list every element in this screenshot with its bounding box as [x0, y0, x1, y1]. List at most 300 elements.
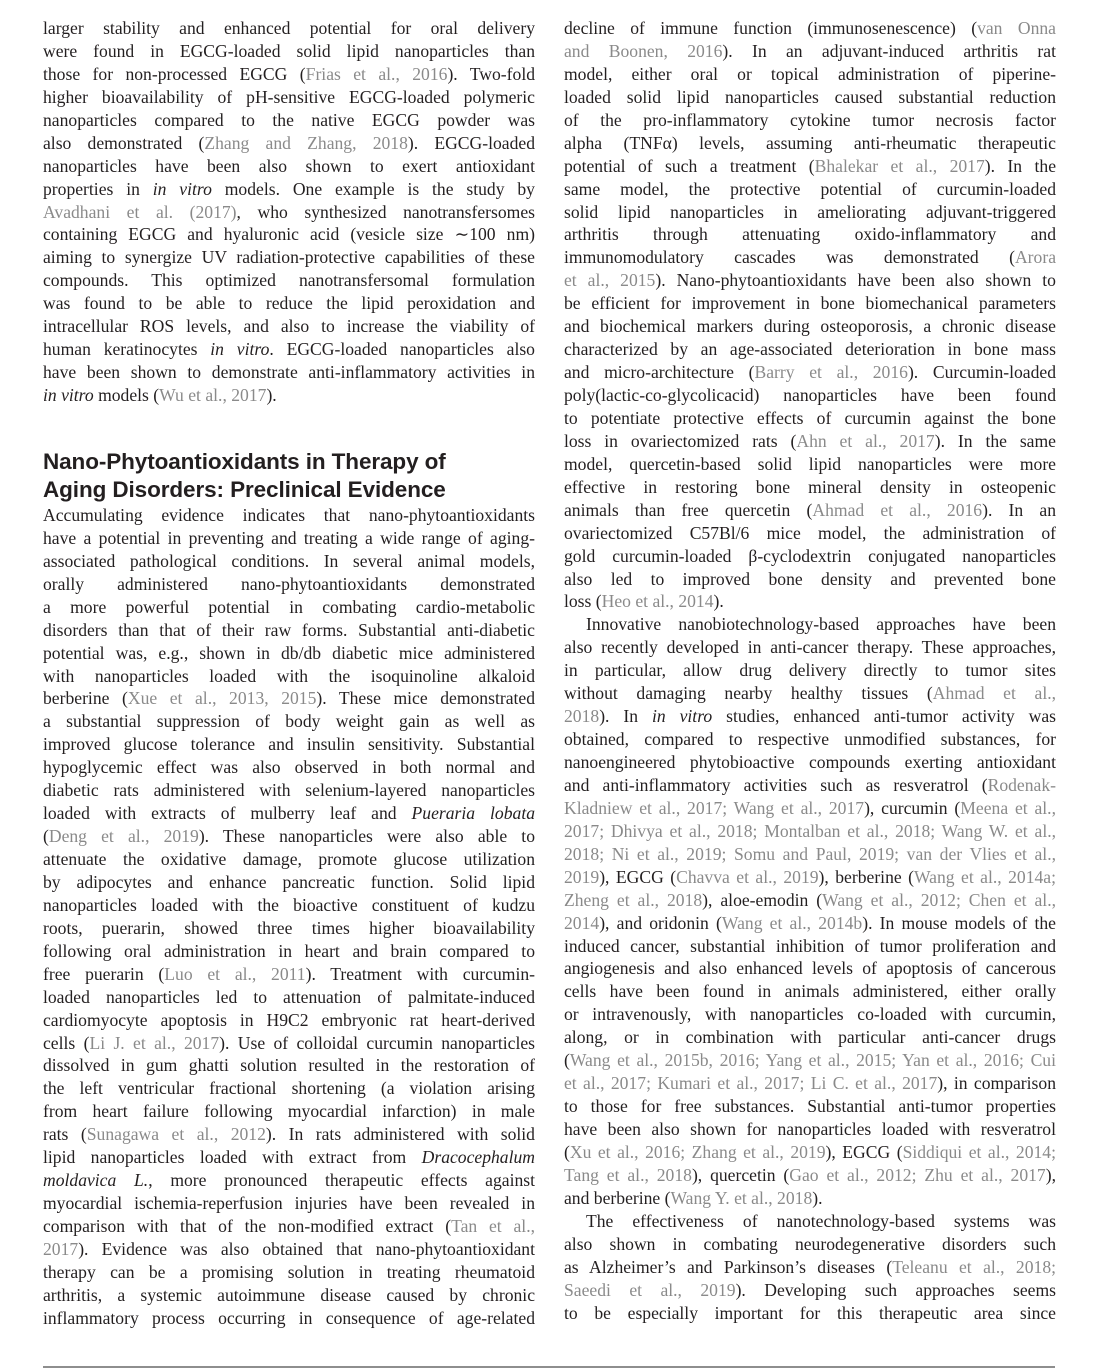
text-line [564, 1026, 1056, 1049]
italic-term: Dracocephalum [421, 1147, 535, 1168]
text-line [43, 315, 535, 338]
text-span: have a potential in preventing and treating a wide range of aging- [43, 527, 535, 548]
text-line [564, 476, 1056, 499]
text-span: have been also shown for nanoparticles loaded with resveratrol [564, 1119, 1056, 1139]
text-span: poly(lactic-co-glycolicacid) nanoparticles have been found [564, 385, 1056, 405]
text-span: Accumulating evidence indicates that nano-phytoantioxidants [43, 504, 535, 525]
text-span: and anti-inflammatory activities such as resveratrol ( [564, 774, 988, 795]
text-line [43, 504, 535, 527]
citation-link[interactable]: Tan et al., [451, 1216, 535, 1236]
citation-link[interactable]: Zheng et al., 2018 [564, 889, 703, 910]
text-span: ), EGCG ( [599, 866, 677, 887]
text-span: ). Curcumin-loaded [907, 362, 1056, 383]
section-spacer [43, 407, 535, 448]
text-line [43, 1261, 535, 1284]
text-line [564, 522, 1056, 545]
text-span: gold curcumin-loaded β-cyclodextrin conjugated nanoparticles [564, 545, 1056, 566]
text-span: larger stability and enhanced potential for oral delivery [43, 18, 535, 38]
text-line [43, 687, 535, 710]
text-line [564, 843, 1056, 866]
text-span: models. One example is the study by [211, 178, 535, 199]
citation-link[interactable]: 2018; Ni et al., 2019; Somu and Paul, 2019; van der Vlies et al., [564, 843, 1056, 864]
citation-link[interactable]: 2014 [564, 912, 600, 933]
text-span: of the pro-inflammatory cytokine tumor necrosis factor [564, 109, 1056, 130]
citation-link[interactable]: Ahmad et al., 2016 [812, 499, 983, 520]
text-span: disorders than that of their raw forms. Substantial anti-diabetic [43, 619, 535, 640]
citation-link[interactable]: 2018 [564, 706, 600, 727]
text-span: loaded solid lipid nanoparticles caused substantial reduction [564, 86, 1056, 107]
text-line [564, 636, 1056, 659]
text-span: , more pronounced therapeutic effects against [148, 1170, 535, 1191]
text-span: potential was, e.g., shown in db/db diabetic mice administered [43, 642, 535, 663]
text-span: induced cancer, substantial inhibition of tumor proliferation and [564, 935, 1056, 956]
text-span: was found to be able to reduce the lipid peroxidation and [43, 293, 535, 314]
text-span: loaded with extracts of mulberry leaf and [43, 803, 412, 824]
text-line [564, 223, 1056, 246]
text-span: obtained, compared to respective unmodified substances, for [564, 729, 1056, 750]
section-heading-line-2: Aging Disorders: Preclinical Evidence [43, 476, 446, 502]
citation-link[interactable]: Wang Y. et al., 2018 [670, 1187, 813, 1208]
text-span: human keratinocytes [43, 339, 211, 360]
text-span: ), berberine ( [818, 866, 914, 887]
text-line [564, 453, 1056, 476]
text-span: a more powerful potential in combating cardio-metabolic [43, 596, 535, 617]
citation-link[interactable]: and Boonen, 2016 [564, 40, 723, 61]
citation-link[interactable]: Xu et al., 2016; Zhang et al., 2019 [569, 1141, 826, 1162]
text-line [564, 292, 1056, 315]
citation-link[interactable]: Arora [1014, 247, 1056, 268]
text-span: loaded nanoparticles led to attenuation of palmitate-induced [43, 986, 535, 1007]
citation-link[interactable]: van Onna [977, 18, 1056, 38]
citation-link[interactable]: 2017 [43, 1238, 79, 1259]
citation-link[interactable]: 2017; Dhivya et al., 2018; Montalban et al., 2018; Wang W. et al., [564, 820, 1056, 841]
text-line [564, 338, 1056, 361]
text-span: ( [564, 1141, 570, 1162]
text-line [564, 820, 1056, 843]
text-span: properties in [43, 178, 153, 199]
text-span: a substantial suppression of body weight gain as well as [43, 711, 535, 732]
paragraph-neurodegenerative [564, 1210, 1056, 1325]
citation-link[interactable]: Wang et al., 2014b [721, 912, 863, 933]
citation-link[interactable]: Teleanu et al., 2018; [892, 1256, 1056, 1277]
text-line [43, 1054, 535, 1077]
text-line [564, 1072, 1056, 1095]
text-span: solid lipid nanoparticles in ameliorating adjuvant-triggered [564, 201, 1056, 222]
text-span: same model, the protective potential of curcumin-loaded [564, 178, 1056, 199]
footer-rule [43, 1366, 1055, 1368]
text-span: alpha (TNFα) levels, assuming anti-rheumatic therapeutic [564, 132, 1056, 153]
text-span: with nanoparticles loaded with the isoquinoline alkaloid [43, 665, 535, 686]
text-line [43, 1077, 535, 1100]
citation-link[interactable]: et al., 2015 [564, 270, 656, 291]
citation-link[interactable]: Barry et al., 2016 [754, 362, 908, 383]
text-line [43, 1032, 535, 1055]
text-span: diabetic rats administered with selenium-layered nanoparticles [43, 780, 535, 801]
text-line [564, 935, 1056, 958]
citation-link[interactable]: Heo et al., 2014 [601, 591, 714, 612]
text-span: free puerarin ( [43, 963, 165, 984]
text-line [43, 109, 535, 132]
text-line [564, 384, 1056, 407]
text-line [564, 613, 1056, 636]
text-span: or intravenously, with nanoparticles co-loaded with curcumin, [564, 1004, 1056, 1025]
citation-link[interactable]: Bhalekar et al., 2017 [814, 155, 985, 176]
citation-link[interactable]: 2019 [564, 866, 600, 887]
citation-link[interactable]: Kladniew et al., 2017; Wang et al., 2017 [564, 797, 865, 818]
text-line [43, 246, 535, 269]
text-span: ). In an [982, 499, 1056, 520]
text-line [43, 361, 535, 384]
text-line [564, 659, 1056, 682]
citation-link[interactable]: Gao et al., 2012; Zhu et al., 2017 [789, 1164, 1046, 1185]
text-line [43, 619, 535, 642]
text-line [564, 1210, 1056, 1233]
text-span: nanoengineered phytobioactive compounds exerting antioxidant [564, 752, 1056, 772]
text-span: associated pathological conditions. In several animal models, [43, 550, 535, 571]
text-span: ovariectomized C57Bl/6 mice model, the administration of [564, 522, 1056, 543]
paragraph-egcg-nanoparticles [43, 17, 535, 407]
text-span: higher bioavailability of pH-sensitive EGCG-loaded polymeric [43, 86, 535, 107]
text-line [43, 733, 535, 756]
text-span: nanoparticles compared to the native EGCG powder was [43, 109, 535, 130]
text-line [43, 596, 535, 619]
text-span: inflammatory process occurring in consequence of age-related [43, 1307, 535, 1328]
text-line [43, 573, 535, 596]
text-span: , who synthesized nanotransfersomes [236, 201, 535, 222]
text-span: ( [564, 1050, 570, 1071]
text-line [564, 1141, 1056, 1164]
text-span: aiming to synergize UV radiation-protective capabilities of these [43, 247, 535, 268]
text-span: cardiomyocyte apoptosis in H9C2 embryonic rat heart-derived [43, 1009, 535, 1030]
text-line [43, 848, 535, 871]
text-line [43, 223, 535, 246]
text-line [564, 109, 1056, 132]
text-line [43, 1307, 535, 1330]
text-span: potential of such a treatment ( [564, 155, 815, 176]
text-line [43, 178, 535, 201]
text-span: cells have been found in animals administered, either orally [564, 981, 1056, 1002]
text-span: nanoparticles have been also shown to exert antioxidant [43, 155, 535, 176]
right-column [564, 17, 1056, 1324]
text-span: orally administered nano-phytoantioxidants demonstrated [43, 573, 535, 594]
citation-link[interactable]: Wang et al., 2014a; [913, 866, 1056, 887]
italic-term: in vitro [43, 385, 94, 405]
text-line [564, 1164, 1056, 1187]
text-span: ). Use of colloidal curcumin nanoparticles [219, 1032, 535, 1053]
text-span: myocardial ischemia-reperfusion injuries have been revealed in [43, 1193, 535, 1214]
text-span: The effectiveness of nanotechnology-based systems was [586, 1210, 1056, 1231]
paragraph-immune-arthritis-bone [564, 17, 1056, 613]
citation-link[interactable]: Luo et al., 2011 [164, 963, 306, 984]
citation-link[interactable]: Rodenak- [987, 774, 1056, 795]
text-span: ). Nano-phytoantioxidants have been also shown to [655, 270, 1056, 291]
text-span: without damaging nearby healthy tissues ( [564, 683, 933, 704]
text-span: by adipocytes and enhance pancreatic function. Solid lipid [43, 871, 535, 892]
text-line [43, 802, 535, 825]
text-span: intracellular ROS levels, and also to increase the viability of [43, 316, 535, 337]
text-line [564, 361, 1056, 384]
text-span: model, quercetin-based solid lipid nanoparticles were more [564, 453, 1056, 474]
text-line [564, 269, 1056, 292]
text-span: . EGCG-loaded nanoparticles also [269, 339, 535, 360]
text-span: immunomodulatory cascades was demonstrated ( [564, 247, 1015, 268]
text-line [43, 550, 535, 573]
text-line [43, 1284, 535, 1307]
text-line [43, 338, 535, 361]
citation-link[interactable]: Ahmad et al., [932, 683, 1056, 704]
text-line [43, 825, 535, 848]
text-line [43, 963, 535, 986]
text-line [564, 132, 1056, 155]
text-span: to potentiate protective effects of curcumin against the bone [564, 407, 1056, 428]
text-span: ), curcumin ( [864, 797, 961, 818]
text-span: from heart failure following myocardial infarction) in male [43, 1101, 535, 1122]
left-column [43, 17, 535, 1330]
text-span: ), quercetin ( [691, 1164, 790, 1185]
text-line [43, 917, 535, 940]
text-line [564, 866, 1056, 889]
citation-link[interactable]: Sunagawa et al., 2012 [86, 1124, 266, 1145]
text-span: to those for free substances. Substantial anti-tumor properties [564, 1096, 1056, 1117]
text-line [43, 986, 535, 1009]
text-span: ). In rats administered with solid [265, 1124, 535, 1145]
text-span: dissolved in gum ghatti solution resulted in the restoration of [43, 1055, 535, 1076]
citation-link[interactable]: et al., 2017; Kumari et al., 2017; Li C. et al., 2017 [564, 1073, 938, 1094]
italic-term: moldavica L. [43, 1170, 149, 1191]
section-heading [43, 448, 535, 504]
text-span: ). Two-fold [447, 63, 535, 84]
text-line [43, 132, 535, 155]
text-span: cells ( [43, 1032, 90, 1053]
text-line [43, 1009, 535, 1032]
italic-term: in vitro [152, 178, 212, 199]
text-span: also led to improved bone density and prevented bone [564, 568, 1056, 589]
text-span: also shown in combating neurodegenerative disorders such [564, 1233, 1056, 1254]
text-span: loss ( [564, 591, 602, 612]
text-line [43, 894, 535, 917]
text-line [564, 407, 1056, 430]
text-span: decline of immune function (immunosenescence) ( [564, 18, 978, 38]
text-line [43, 665, 535, 688]
text-line [43, 1238, 535, 1261]
text-span: improved glucose tolerance and insulin sensitivity. Substantial [43, 734, 535, 755]
text-line [564, 728, 1056, 751]
text-span: rats ( [43, 1124, 87, 1145]
text-line [564, 1095, 1056, 1118]
text-span: ). In mouse models of the [862, 912, 1056, 933]
text-line [564, 889, 1056, 912]
text-line [564, 1118, 1056, 1141]
citation-link[interactable]: Ahn et al., 2017 [796, 430, 935, 451]
text-span: ). Developing such approaches seems [735, 1279, 1056, 1300]
text-span: hypoglycemic effect was also observed in both normal and [43, 757, 535, 778]
citation-link[interactable]: Zhang and Zhang, 2018 [204, 132, 408, 153]
text-line [564, 1279, 1056, 1302]
text-line [564, 17, 1056, 40]
text-span: nanoparticles loaded with the bioactive constituent of kudzu [43, 894, 535, 915]
text-span: loss in ovariectomized rats ( [564, 430, 797, 451]
text-span: ). These nanoparticles were also able to [198, 826, 535, 847]
text-line [564, 86, 1056, 109]
text-span: as Alzheimer’s and Parkinson’s diseases ( [564, 1256, 893, 1277]
text-span: ). In the [984, 155, 1056, 176]
text-span: models ( [93, 385, 160, 405]
text-span: roots, puerarin, showed three times higher bioavailability [43, 917, 535, 938]
text-span: attenuate the oxidative damage, promote glucose utilization [43, 849, 535, 869]
text-span: ). [812, 1187, 823, 1208]
text-line [43, 871, 535, 894]
text-span: ), and oridonin ( [599, 912, 722, 933]
text-line [43, 269, 535, 292]
text-line [564, 63, 1056, 86]
text-span: ), in comparison [937, 1073, 1056, 1094]
text-span: model, either oral or topical administration of piperine- [564, 63, 1056, 84]
text-line [43, 1215, 535, 1238]
italic-term: Pueraria lobata [411, 803, 535, 824]
text-line [43, 86, 535, 109]
text-span: and berberine ( [564, 1187, 671, 1208]
text-span: ). In the same [934, 430, 1056, 451]
citation-link[interactable]: Avadhani et al. (2017) [43, 201, 237, 222]
citation-link[interactable]: Frias et al., 2016 [305, 63, 448, 84]
text-line [43, 1169, 535, 1192]
text-span: ), aloe-emodin ( [702, 889, 823, 910]
text-span: also recently developed in anti-cancer therapy. These approaches, [564, 637, 1056, 658]
text-span: effective in restoring bone mineral density in osteopenic [564, 476, 1056, 497]
citation-link[interactable]: Saeedi et al., 2019 [564, 1279, 736, 1300]
text-line [564, 1302, 1056, 1325]
text-line [564, 682, 1056, 705]
text-span: those for non-processed EGCG ( [43, 63, 306, 84]
text-line [564, 1233, 1056, 1256]
italic-term: in vitro [651, 706, 713, 727]
paragraph-anti-cancer [564, 613, 1056, 1209]
citation-link[interactable]: Meena et al., [960, 797, 1056, 818]
text-span: compounds. This optimized nanotransfersomal formulation [43, 270, 535, 291]
text-line [564, 957, 1056, 980]
text-line [43, 527, 535, 550]
text-line [564, 774, 1056, 797]
section-heading-line-1: Nano-Phytoantioxidants in Therapy of [43, 448, 446, 474]
text-span: in particular, allow drug delivery directly to tumor sites [564, 660, 1056, 681]
text-span: characterized by an age-associated deterioration in bone mass [564, 339, 1056, 360]
text-line [43, 155, 535, 178]
text-span: and micro-architecture ( [564, 362, 755, 383]
text-span: following oral administration in heart and brain compared to [43, 940, 535, 961]
text-line [43, 40, 535, 63]
text-span: ). [266, 385, 277, 405]
text-span: ), EGCG ( [825, 1141, 903, 1162]
text-span: and biochemical markers during osteoporosis, a chronic disease [564, 316, 1056, 337]
text-span: ( [43, 826, 49, 847]
text-span: have been shown to demonstrate anti-inflammatory activities in [43, 362, 535, 383]
text-span: ). Treatment with curcumin- [305, 963, 535, 984]
text-line [43, 292, 535, 315]
text-span: arthritis, a systemic autoimmune disease caused by chronic [43, 1284, 535, 1305]
text-line [564, 568, 1056, 591]
text-span: the left ventricular fractional shortening (a violation arising [43, 1078, 535, 1099]
citation-link[interactable]: Li J. et al., 2017 [89, 1032, 220, 1053]
text-line [564, 545, 1056, 568]
text-line [43, 710, 535, 733]
citation-link[interactable]: Xue et al., 2013, 2015 [127, 688, 317, 709]
text-span: therapy can be a promising solution in treating rheumatoid [43, 1261, 535, 1282]
text-span: containing EGCG and hyaluronic acid (vesicle size ∼100 nm) [43, 224, 535, 245]
text-line [43, 201, 535, 224]
text-line [564, 201, 1056, 224]
text-span: ). In an adjuvant-induced arthritis rat [722, 40, 1056, 61]
text-span: along, or in combination with particular anti-cancer drugs [564, 1027, 1056, 1048]
text-span: arthritis through attenuating oxido-inflammatory and [564, 224, 1056, 245]
text-line [564, 1003, 1056, 1026]
paragraph-preclinical-evidence [43, 504, 535, 1330]
citation-link[interactable]: Wang et al., 2012; Chen et al., [822, 889, 1056, 910]
text-span: ). Evidence was also obtained that nano-phytoantioxidant [78, 1238, 535, 1259]
text-line [43, 17, 535, 40]
text-line [564, 1187, 1056, 1210]
text-span: ). EGCG-loaded [407, 132, 535, 153]
text-line [564, 980, 1056, 1003]
italic-term: in vitro [210, 339, 270, 360]
text-line [564, 246, 1056, 269]
text-line [564, 155, 1056, 178]
text-line [564, 430, 1056, 453]
text-line [564, 751, 1056, 774]
text-span: ). [713, 591, 724, 612]
text-line [564, 1049, 1056, 1072]
text-line [43, 779, 535, 802]
text-span: angiogenesis and also enhanced levels of apoptosis of cancerous [564, 958, 1056, 979]
text-line [564, 590, 1056, 613]
text-line [43, 1100, 535, 1123]
citation-link[interactable]: Chavva et al., 2019 [676, 866, 819, 887]
text-line [564, 178, 1056, 201]
text-line [43, 1123, 535, 1146]
text-line [564, 705, 1056, 728]
text-line [564, 40, 1056, 63]
citation-link[interactable]: Tang et al., 2018 [564, 1164, 692, 1185]
text-line [43, 1192, 535, 1215]
text-span: also demonstrated ( [43, 132, 205, 153]
text-span: lipid nanoparticles loaded with extract from [43, 1147, 422, 1168]
text-line [564, 499, 1056, 522]
text-span: were found in EGCG-loaded solid lipid nanoparticles than [43, 40, 535, 61]
citation-link[interactable]: Wang et al., 2015b, 2016; Yang et al., 2015; Yan et al., 2016; Cui [569, 1050, 1056, 1071]
text-span: ). In [599, 706, 652, 727]
text-line [564, 797, 1056, 820]
text-span: Innovative nanobiotechnology-based approaches have been [586, 614, 1056, 635]
text-line [564, 315, 1056, 338]
citation-link[interactable]: Wu et al., 2017 [159, 385, 267, 405]
text-span: to be especially important for this therapeutic area since [564, 1302, 1056, 1323]
text-span: berberine ( [43, 688, 128, 709]
text-line [43, 940, 535, 963]
text-line [43, 756, 535, 779]
text-span: studies, enhanced anti-tumor activity was [712, 706, 1056, 727]
text-line [564, 912, 1056, 935]
citation-link[interactable]: Siddiqui et al., 2014; [902, 1141, 1056, 1162]
text-span: comparison with that of the non-modified extract ( [43, 1216, 452, 1236]
text-span: ), [1045, 1164, 1056, 1185]
citation-link[interactable]: Deng et al., 2019 [48, 826, 199, 847]
text-line [43, 642, 535, 665]
text-line [43, 1146, 535, 1169]
text-span: ). These mice demonstrated [316, 688, 535, 709]
text-line [43, 63, 535, 86]
text-span: be efficient for improvement in bone biomechanical parameters [564, 293, 1056, 314]
text-line [564, 1256, 1056, 1279]
text-line [43, 384, 535, 407]
